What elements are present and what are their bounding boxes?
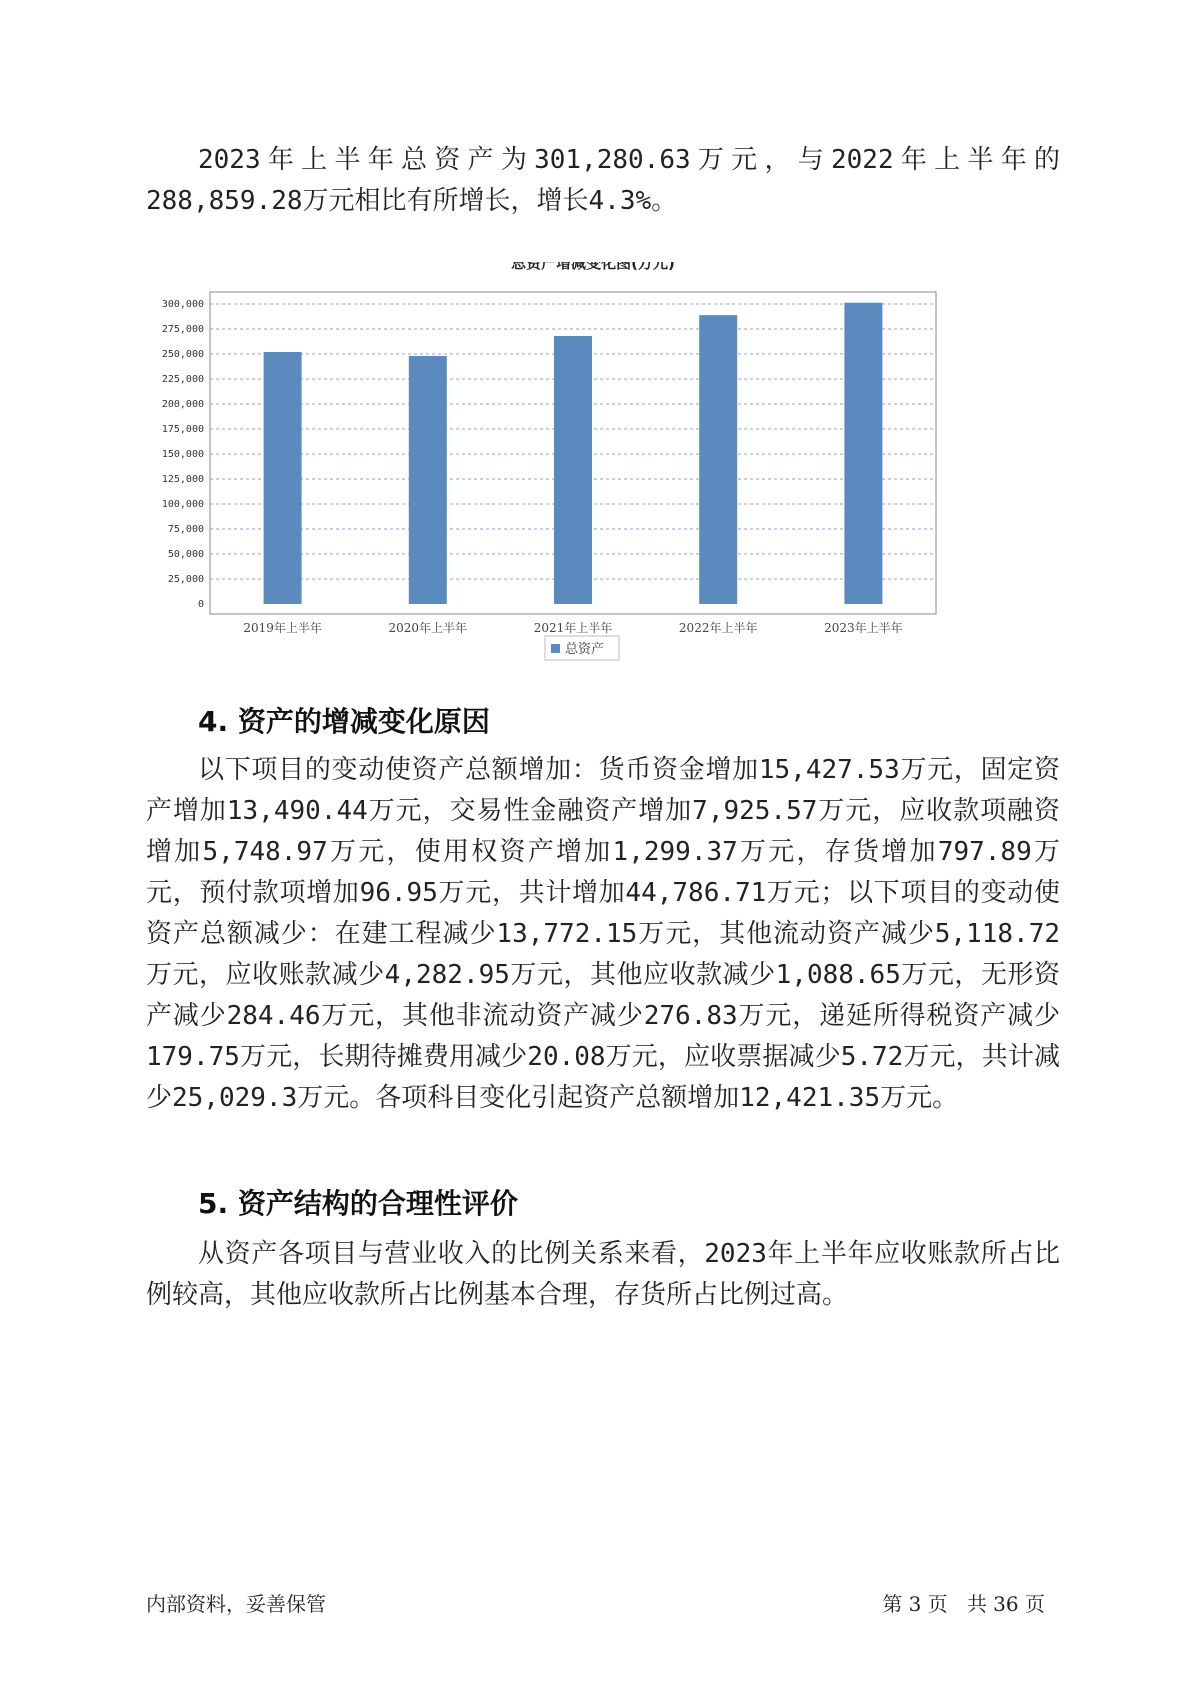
y-tick-label: 100,000	[161, 499, 204, 510]
section4-heading: 4. 资产的增减变化原因	[198, 705, 490, 738]
x-tick-label: 2022年上半年	[678, 621, 758, 635]
chart-svg	[146, 262, 1046, 722]
x-tick-label: 2020年上半年	[388, 621, 468, 635]
y-tick-label: 275,000	[161, 324, 204, 335]
y-tick-label: 300,000	[161, 299, 204, 310]
chart-title: 总资产增减变化图(万元)	[511, 262, 675, 272]
intro-paragraph: 2023年上半年总资产为301,280.63万元，与2022年上半年的288,859.28万元相比有所增长，增长4.3%。	[146, 145, 1060, 216]
bar-2	[409, 356, 447, 604]
section4-paragraph: 以下项目的变动使资产总额增加：货币资金增加15,427.53万元，固定资产增加13,490.44万元，交易性金融资产增加7,925.57万元，应收款项融资增加5,748.97万元，使用权资产增加1,299.37万元，存货增加797.89万元，预付款项增加96.95万元，共计增加44,786.71万元；以下项目的变动使资产总额减少：在建工程减少13,772.15万元，其他流动资产减少5,118.72万元，应收账款减少4,282.95万元，其他应收款减少1,088.65万元，无形资产减少284.46万元，其他非流动资产减少276.83万元，递延所得税资产减少179.75万元，长期待摊费用减少20.08万元，应收票据减少5.72万元，共计减少25,029.3万元。各项科目变化引起资产总额增加12,421.35万元。	[146, 755, 1060, 1113]
y-tick-label: 75,000	[167, 524, 204, 535]
x-tick-label: 2023年上半年	[824, 621, 903, 635]
x-tick-label: 2019年上半年	[243, 621, 322, 635]
footer-left: 内部资料，妥善保管	[146, 1592, 326, 1616]
section5-heading: 5. 资产结构的合理性评价	[198, 1187, 518, 1220]
y-tick-label: 200,000	[161, 399, 204, 410]
footer-page-number: 第 3 页 共 36 页	[882, 1592, 1045, 1616]
legend-swatch	[551, 644, 560, 653]
y-tick-label: 125,000	[161, 474, 204, 485]
x-tick-label: 2021年上半年	[533, 621, 613, 635]
y-tick-label: 50,000	[167, 549, 204, 560]
y-tick-label: 0	[197, 599, 204, 610]
bar-3	[554, 336, 592, 604]
y-tick-label: 250,000	[161, 349, 204, 360]
total-assets-chart	[146, 262, 1046, 722]
bar-4	[699, 315, 737, 604]
y-tick-label: 25,000	[167, 574, 204, 585]
y-tick-label: 175,000	[161, 424, 204, 435]
y-tick-label: 150,000	[161, 449, 204, 460]
bar-5	[844, 303, 882, 604]
y-tick-label: 225,000	[161, 374, 204, 385]
legend-label: 总资产	[565, 642, 605, 657]
section5-paragraph: 从资产各项目与营业收入的比例关系来看，2023年上半年应收账款所占比例较高，其他应收款所占比例基本合理，存货所占比例过高。	[146, 1239, 1060, 1310]
bar-1	[264, 352, 302, 604]
